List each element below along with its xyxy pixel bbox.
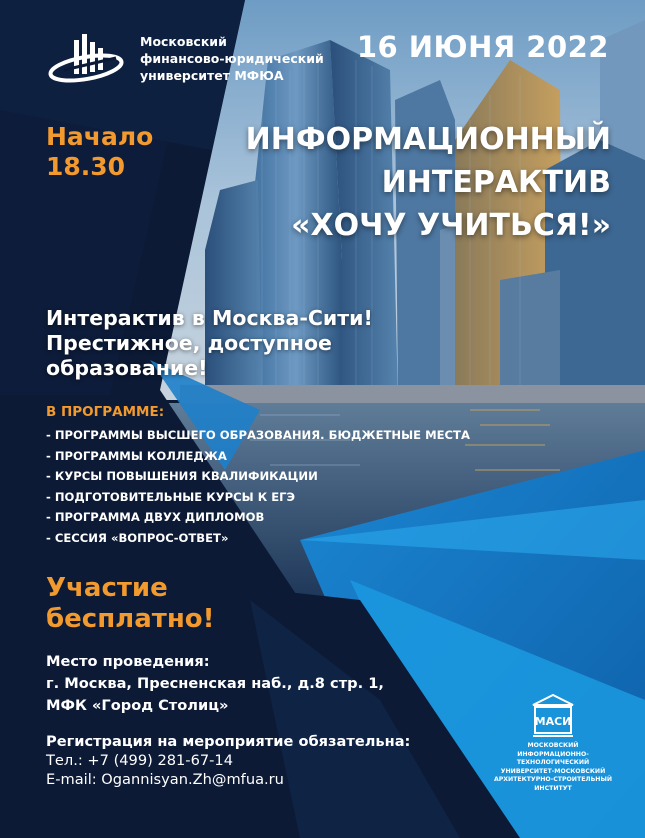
masi-logo-text: МАСИ <box>534 715 572 728</box>
program-item: - КУРСЫ ПОВЫШЕНИЯ КВАЛИФИКАЦИИ <box>46 469 318 483</box>
masi-name <box>488 742 618 793</box>
masi-name-line: ИНСТИТУТ <box>534 784 572 792</box>
program-item: - ПРОГРАММА ДВУХ ДИПЛОМОВ <box>46 510 265 524</box>
event-date: 16 ИЮНЯ 2022 <box>356 30 609 64</box>
university-name-line: университет МФЮА <box>140 67 284 83</box>
venue-info <box>46 651 384 717</box>
university-name-line: финансово-юридический <box>140 50 324 66</box>
event-subtitle <box>46 306 373 381</box>
subtitle-line: образование! <box>46 356 208 380</box>
masi-name-line: ИНФОРМАЦИОННО-ТЕХНОЛОГИЧЕСКИЙ <box>516 750 590 766</box>
start-label: Начало <box>46 122 154 151</box>
university-name <box>140 33 324 84</box>
mfua-logo-icon <box>46 30 132 86</box>
subtitle-line: Интерактив в Москва-Сити! <box>46 306 373 330</box>
program-item: - ПРОГРАММЫ КОЛЛЕДЖА <box>46 448 227 463</box>
registration-phone[interactable]: Тел.: +7 (499) 281-67-14 <box>46 752 233 769</box>
masi-building-icon <box>531 693 575 739</box>
free-participation <box>46 573 215 635</box>
university-name-line: Московский <box>140 33 227 49</box>
title-line: «ХОЧУ УЧИТЬСЯ!» <box>291 208 611 243</box>
university-logo <box>46 30 324 86</box>
masi-name-line: АРХИТЕКТУРНО-СТРОИТЕЛЬНЫЙ <box>493 776 613 783</box>
masi-name-line: МОСКОВСКИЙ <box>527 742 579 749</box>
free-line: Участие <box>46 573 168 603</box>
title-line: ИНФОРМАЦИОННЫЙ <box>245 122 611 157</box>
venue-building: МФК «Город Столиц» <box>46 697 229 714</box>
venue-heading: Место проведения: <box>46 653 210 670</box>
start-time-value: 18.30 <box>46 152 126 181</box>
program-item: - СЕССИЯ «ВОПРОС-ОТВЕТ» <box>46 530 229 545</box>
masi-name-line: УНИВЕРСИТЕТ-МОСКОВСКИЙ <box>500 767 606 775</box>
registration-info <box>46 732 410 789</box>
program-item: - ПРОГРАММЫ ВЫСШЕГО ОБРАЗОВАНИЯ. БЮДЖЕТНЫЕ МЕСТА <box>46 428 470 442</box>
venue-address: г. Москва, Пресненская наб., д.8 стр. 1, <box>46 675 384 692</box>
start-time <box>46 122 153 182</box>
program-list <box>46 425 470 548</box>
program-item: - ПОДГОТОВИТЕЛЬНЫЕ КУРСЫ К ЕГЭ <box>46 489 296 504</box>
subtitle-line: Престижное, доступное <box>46 331 332 355</box>
event-title <box>246 118 611 247</box>
masi-logo <box>488 693 618 793</box>
registration-heading: Регистрация на мероприятие обязательна: <box>46 733 411 750</box>
registration-email[interactable]: E-mail: Ogannisyan.Zh@mfua.ru <box>46 771 284 788</box>
free-line: бесплатно! <box>46 604 215 634</box>
program-heading: В ПРОГРАММЕ: <box>46 404 165 420</box>
title-line: ИНТЕРАКТИВ <box>381 165 611 200</box>
